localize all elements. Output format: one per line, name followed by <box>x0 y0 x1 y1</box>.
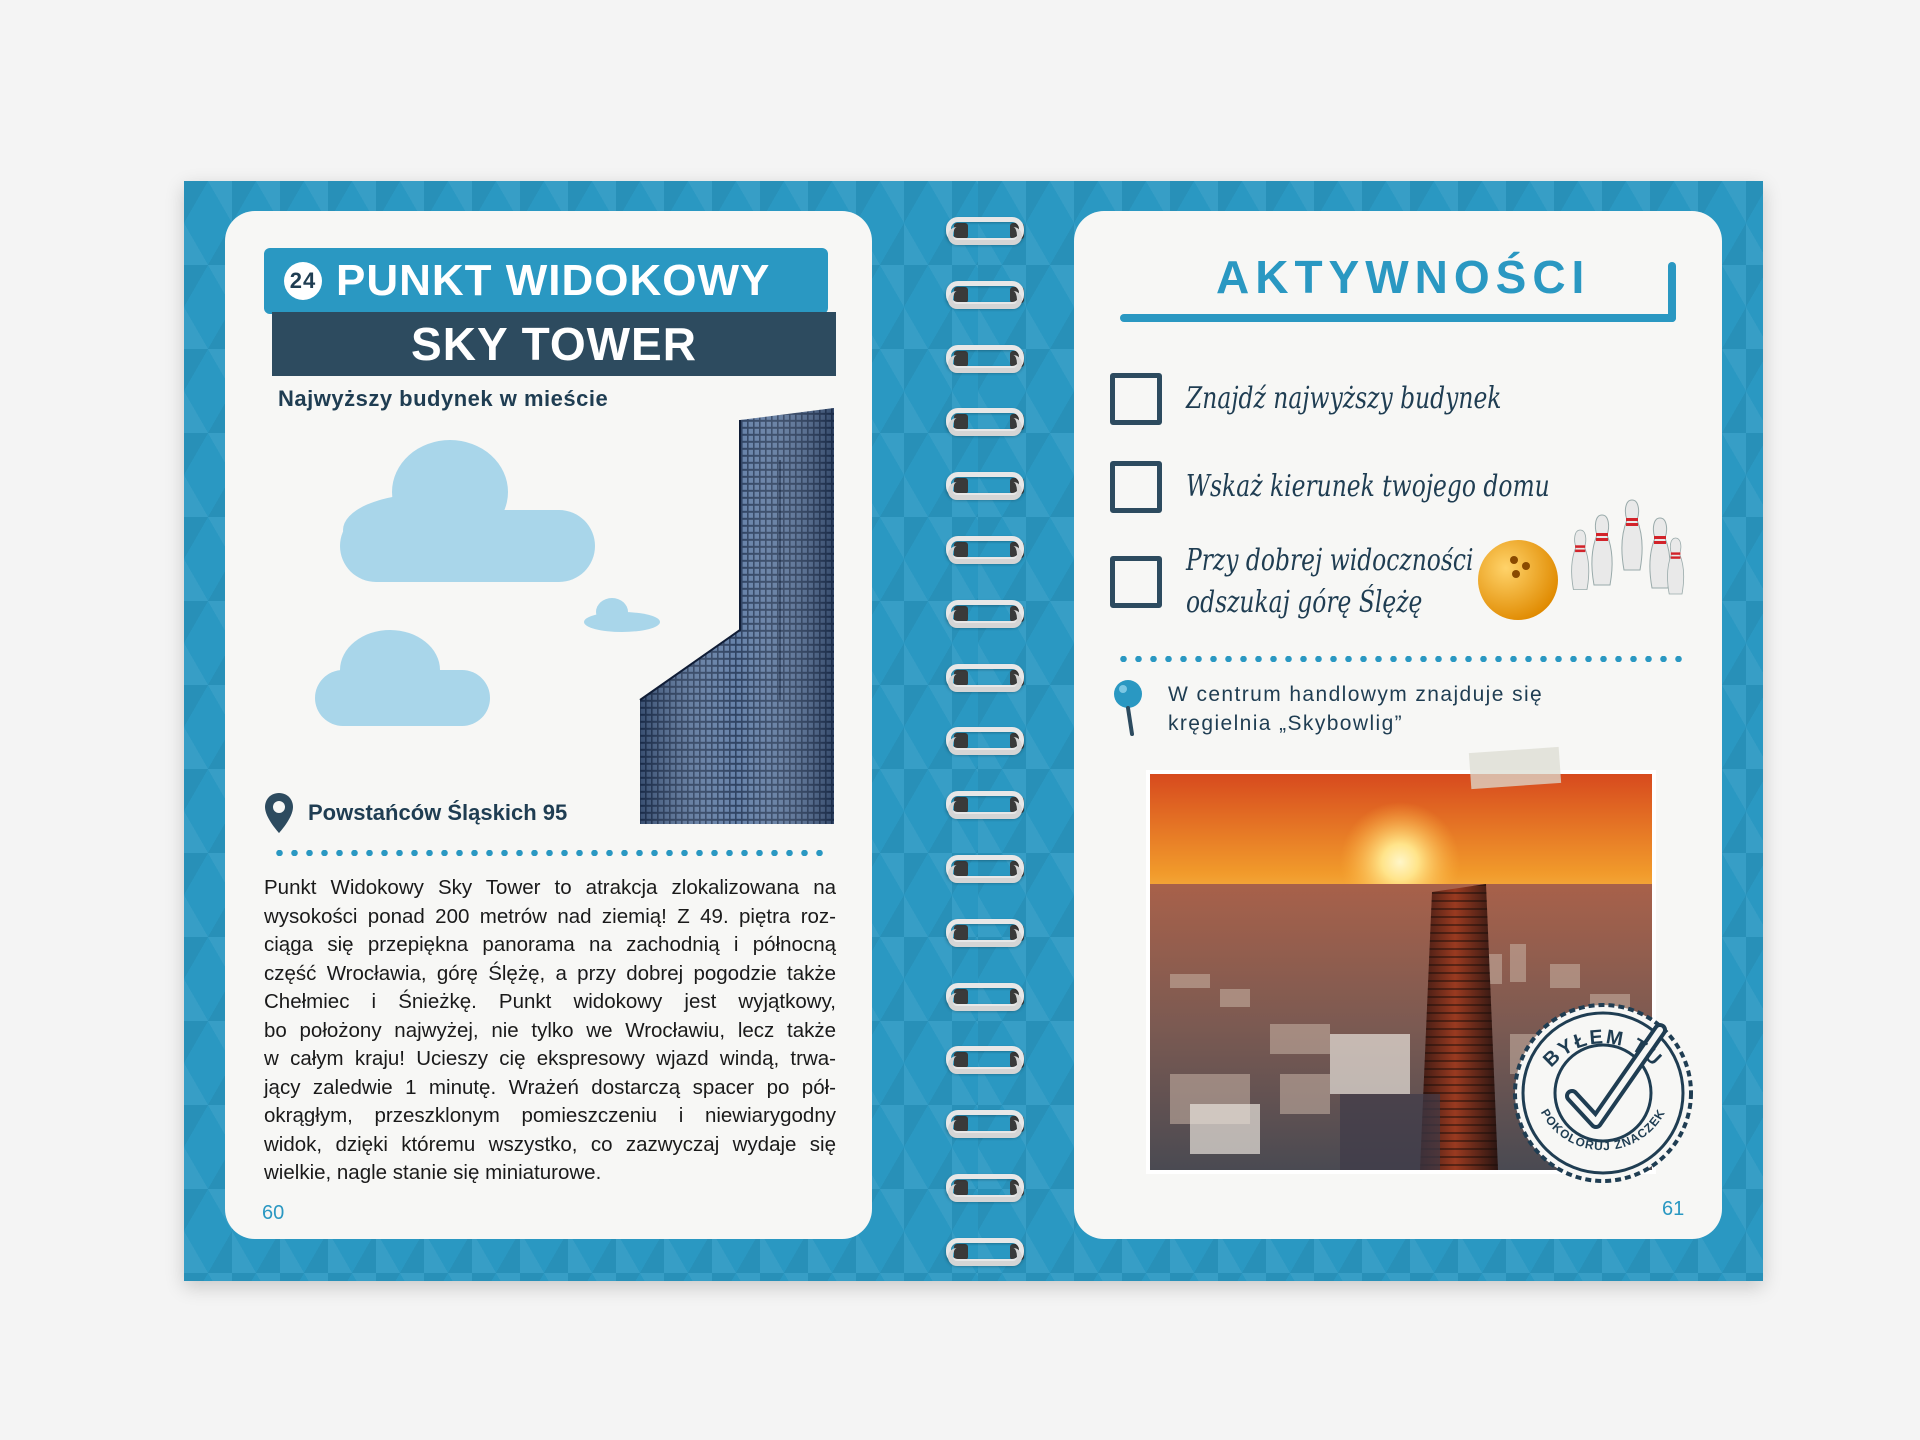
description-line: w całym kraju! Ucieszy cię ekspresowy wjazd windą, trwa- <box>264 1047 836 1070</box>
dotted-divider-left <box>272 850 824 856</box>
task-1[interactable] <box>1110 373 1590 425</box>
cloud-small <box>584 598 660 632</box>
title-line-1: PUNKT WIDOKOWY <box>336 256 771 305</box>
task-1-checkbox[interactable] <box>1110 373 1162 425</box>
description-text <box>264 874 836 1188</box>
task-2-label: Wskaż kierunek twojego domu <box>1186 469 1550 504</box>
description-line: część Wrocławia, górę Ślężę, a przy dobrej pogodzie także <box>264 961 836 985</box>
dotted-divider-right <box>1116 656 1684 662</box>
bowling-ball <box>1478 540 1558 620</box>
address-text: Powstańców Śląskich 95 <box>308 800 568 825</box>
title-banner-primary <box>264 248 828 314</box>
tower-building <box>640 408 834 824</box>
info-text <box>1168 680 1543 738</box>
activities-title <box>1216 250 1590 304</box>
attraction-number-badge: 24 <box>284 262 322 300</box>
bowling-pins-icon <box>1470 480 1686 620</box>
title-banner-secondary <box>272 312 836 376</box>
description-line: jący zaledwie 1 minutę. Wrażeń dostarczą spacer po pół- <box>264 1075 836 1099</box>
description-line: wielkie, nagle stanie się miniaturowe. <box>264 1161 602 1184</box>
task-2-checkbox[interactable] <box>1110 461 1162 513</box>
description-line: bo położony najwyżej, nie tylko we Wrocławiu, lecz także <box>264 1018 836 1042</box>
visited-stamp[interactable] <box>1510 1000 1696 1186</box>
stamp-top-text: BYŁEM TU <box>1539 1026 1667 1072</box>
task-3-checkbox[interactable] <box>1110 556 1162 608</box>
pushpin-icon <box>1110 678 1146 736</box>
task-1-label: Znajdź najwyższy budynek <box>1186 381 1502 416</box>
task-3-label-line2: odszukaj górę Ślężę <box>1186 585 1423 620</box>
description-line: Chełmiec i Śnieżkę. Punkt widokowy jest wyjątkowy, <box>264 990 836 1013</box>
activities-underline <box>1120 314 1676 322</box>
page-number-left: 60 <box>262 1202 285 1224</box>
description-line: widok, dzięki któremu wszystko, co zazwyczaj wydaje się <box>264 1132 836 1156</box>
description-line: wysokości ponad 200 metrów nad ziemią! Z 49. piętra roz- <box>264 904 836 928</box>
info-line-1: W centrum handlowym znajduje się <box>1168 683 1544 706</box>
address-row <box>264 792 567 834</box>
sky-tower-illustration <box>310 400 870 830</box>
activities-title-text: AKTYWNOŚCI <box>1216 251 1591 303</box>
title-line-2: SKY TOWER <box>411 318 697 370</box>
page-number-right: 61 <box>1662 1198 1685 1220</box>
description-line: ciąga się przepiękna panorama na zachodnią i północną <box>264 933 836 956</box>
info-line-2: kręgielnia „Skybowlig” <box>1168 712 1404 735</box>
page-subtitle: Najwyższy budynek w mieście <box>278 386 609 411</box>
bowling-pins <box>1572 500 1684 594</box>
cloud-medium <box>315 630 490 726</box>
cloud-large <box>340 440 595 582</box>
activities-bracket <box>1668 262 1676 322</box>
task-3-label-line1: Przy dobrej widoczności <box>1186 543 1474 578</box>
description-line: okrągłym, przeszklonym pomieszczeniu i niewiarygodny <box>264 1104 836 1127</box>
stamp-bottom-text: POKOLORUJ ZNACZEK <box>1537 1106 1669 1154</box>
description-line: Punkt Widokowy Sky Tower to atrakcja zlokalizowana na <box>264 876 836 899</box>
map-pin-icon <box>264 792 294 834</box>
photo-tape <box>1469 747 1561 789</box>
